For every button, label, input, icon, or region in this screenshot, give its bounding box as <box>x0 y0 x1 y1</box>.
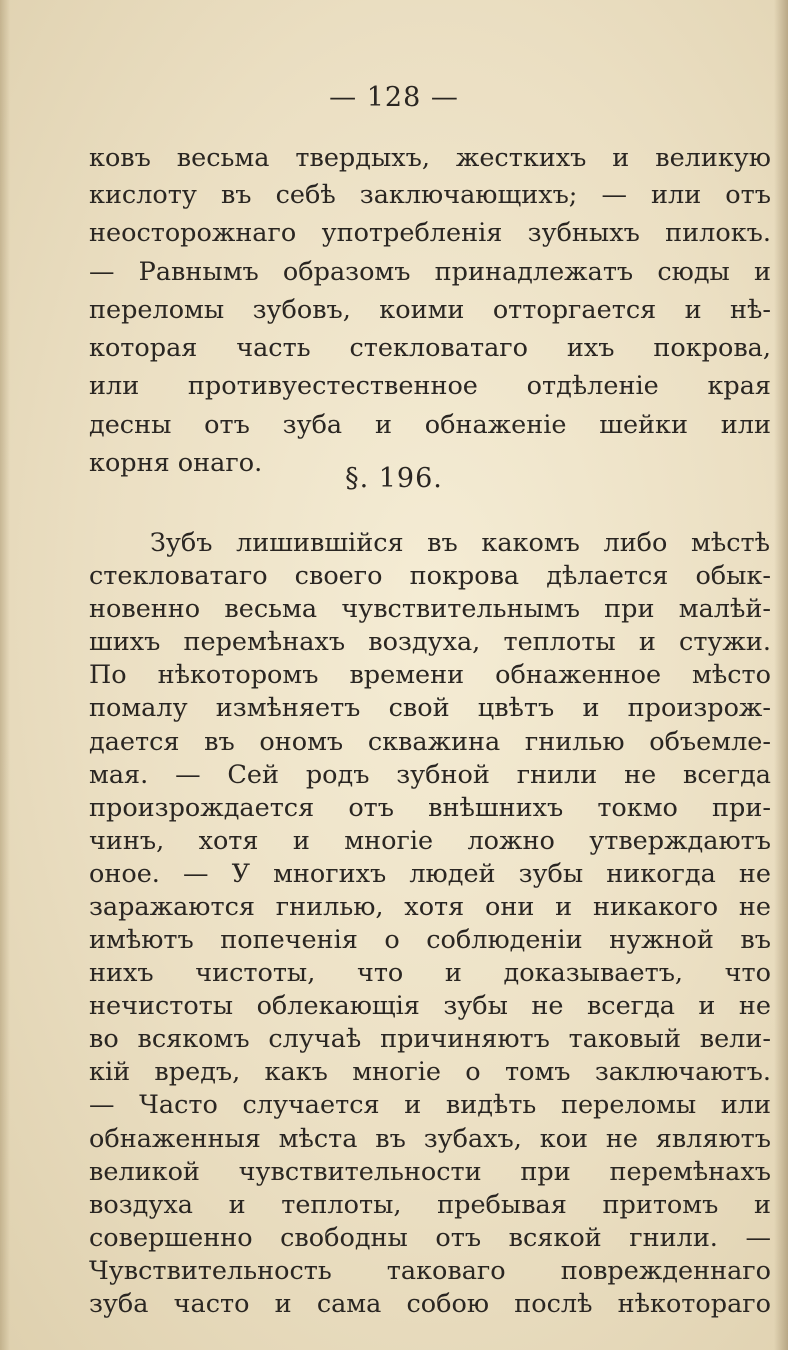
text-line: — Часто случается и видѣть переломы или <box>89 1090 771 1120</box>
text-line: произрождается отъ внѣшнихъ токмо при- <box>89 793 771 823</box>
text-line: Зубъ лишившійся въ какомъ либо мѣстѣ <box>150 528 770 558</box>
text-line: новенно весьма чувствительнымъ при малѣй- <box>89 594 771 624</box>
text-line: корня онаго. <box>89 448 263 478</box>
text-line: десны отъ зуба и обнаженіе шейки или <box>89 410 771 440</box>
text-line: кій вредъ, какъ многіе о томъ заключаютъ. <box>89 1057 771 1087</box>
text-line: нечистоты облекающія зубы не всегда и не <box>89 991 771 1021</box>
text-line: неосторожнаго употребленія зубныхъ пилокъ. <box>89 218 771 248</box>
text-line: зуба часто и сама собою послѣ нѣкотораго <box>89 1289 771 1319</box>
text-line: кислоту въ себѣ заключающихъ; — или отъ <box>89 180 771 210</box>
text-line: ковъ весьма твердыхъ, жесткихъ и великую <box>89 143 771 173</box>
text-line: стекловатаго своего покрова дѣлается обык- <box>89 561 771 591</box>
text-line: переломы зубовъ, коими отторгается и нѣ- <box>89 295 771 325</box>
text-line: чинъ, хотя и многіе ложно утверждаютъ <box>89 826 771 856</box>
text-line: заражаются гнилью, хотя они и никакого не <box>89 892 771 922</box>
text-line: — Равнымъ образомъ принадлежатъ сюды и <box>89 257 771 287</box>
text-line: которая часть стекловатаго ихъ покрова, <box>89 333 771 363</box>
text-line: шихъ перемѣнахъ воздуха, теплоты и стужи. <box>89 627 771 657</box>
text-line: дается въ ономъ скважина гнилью объемле- <box>89 727 771 757</box>
text-line: помалу измѣняетъ свой цвѣтъ и произрож- <box>89 693 771 723</box>
page-number: — 128 — <box>329 82 459 113</box>
text-line: Чувствительность таковаго поврежденнаго <box>89 1256 771 1286</box>
text-line: во всякомъ случаѣ причиняютъ таковый вели- <box>89 1024 771 1054</box>
text-line: обнаженныя мѣста въ зубахъ, кои не являютъ <box>89 1124 771 1154</box>
text-line: По нѣкоторомъ времени обнаженное мѣсто <box>89 660 771 690</box>
text-line: нихъ чистоты, что и доказываетъ, что <box>89 958 771 988</box>
text-line: или противуестественное отдѣленіе края <box>89 371 771 401</box>
text-line: имѣютъ попеченія о соблюденіи нужной въ <box>89 925 771 955</box>
text-line: совершенно свободны отъ всякой гнили. — <box>89 1223 771 1253</box>
text-line: великой чувствительности при перемѣнахъ <box>89 1157 771 1187</box>
section-heading: §. 196. <box>345 463 443 494</box>
text-line: мая. — Сей родъ зубной гнили не всегда <box>89 760 771 790</box>
text-line: оное. — У многихъ людей зубы никогда не <box>89 859 771 889</box>
text-line: воздуха и теплоты, пребывая притомъ и <box>89 1190 771 1220</box>
